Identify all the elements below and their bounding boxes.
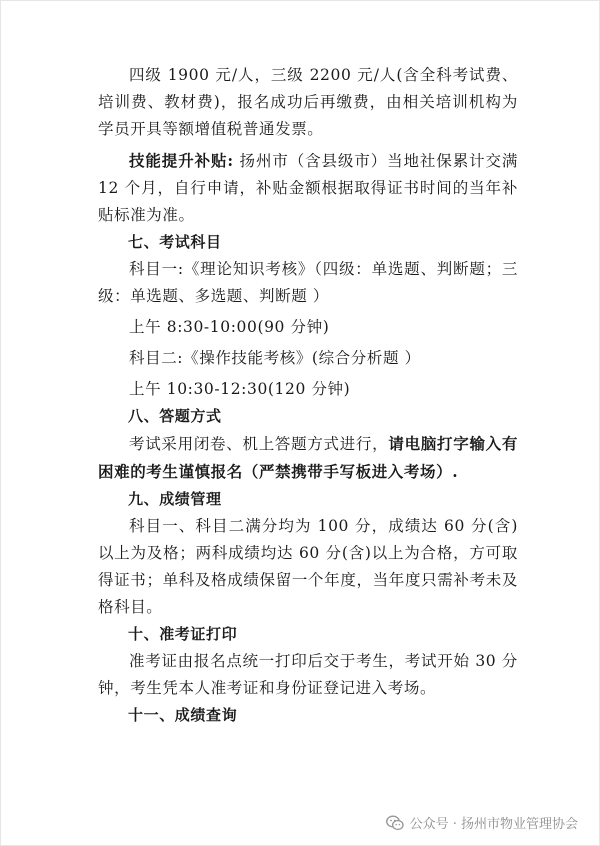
section-heading-11: 十一、成绩查询 xyxy=(128,706,238,724)
subject-two-paragraph: 科目二:《操作技能考核》(综合分析题 ） xyxy=(129,349,421,367)
score-management-paragraph: 科目一、科目二满分均为 100 分，成绩达 60 分(含)以上为及格；两科成绩均达 60 分(含)以上为合格，方可取得证书；单科及格成绩保留一个年度，当年度只需补考未及格科目。 xyxy=(98,517,518,616)
section-heading-7: 七、考试科目 xyxy=(128,233,222,251)
section-heading-8: 八、答题方式 xyxy=(128,407,222,425)
answer-method-warning: 请电脑打字输入有困难的考生谨慎报名（严禁携带手写板进入考场）. xyxy=(98,434,518,481)
wechat-icon xyxy=(386,815,404,831)
subsidy-label: 技能提升补贴: xyxy=(129,151,234,170)
subject-one-time: 上午 8:30-10:00(90 分钟) xyxy=(129,318,330,336)
subject-two-time: 上午 10:30-12:30(120 分钟) xyxy=(129,380,351,398)
subsidy-paragraph xyxy=(98,147,518,229)
answer-method-text: 考试采用闭卷、机上答题方式进行， xyxy=(129,435,389,453)
subsidy-text: 扬州市（含县级市）当地社保累计交满 12 个月，自行申请，补贴金额根据取得证书时间的当年补贴标准为准。 xyxy=(98,152,518,224)
subject-one-paragraph: 科目一:《理论知识考核》（四级：单选题、判断题；三级：单选题、多选题、判断题 ） xyxy=(98,260,518,305)
section-heading-10: 十、准考证打印 xyxy=(128,625,238,643)
section-heading-9: 九、成绩管理 xyxy=(128,490,222,508)
fee-paragraph: 四级 1900 元/人，三级 2200 元/人(含全科考试费、培训费、教材费)，报名成功后再缴费，由相关培训机构为学员开具等额增值税普通发票。 xyxy=(98,66,518,138)
document-body xyxy=(98,62,518,729)
wechat-watermark xyxy=(386,813,578,832)
admission-ticket-paragraph: 准考证由报名点统一打印后交于考生，考试开始 30 分钟，考生凭本人准考证和身份证登记进入考场。 xyxy=(98,652,518,697)
answer-method-paragraph xyxy=(98,430,518,486)
wechat-account-text: 公众号 · 扬州市物业管理协会 xyxy=(409,817,578,832)
